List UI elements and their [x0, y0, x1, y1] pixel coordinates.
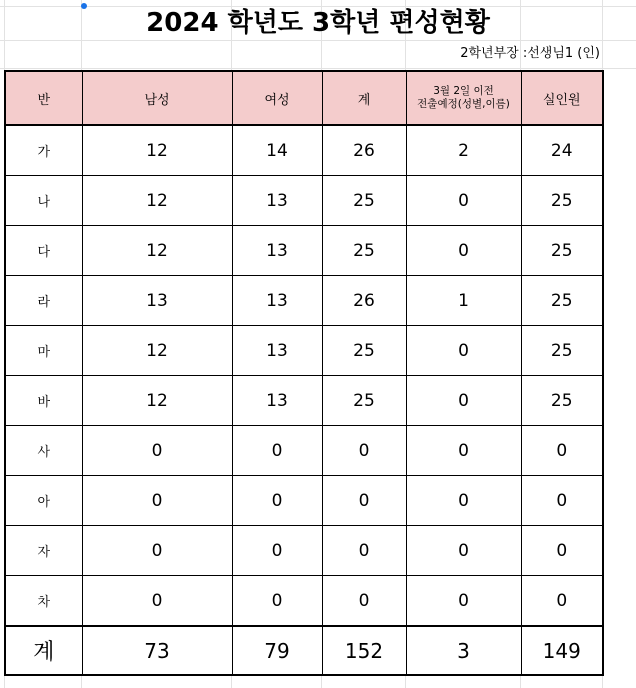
- total-row: [5, 626, 603, 675]
- sum-cell[interactable]: 0: [322, 426, 406, 476]
- male-cell[interactable]: 12: [82, 376, 232, 426]
- male-cell[interactable]: 12: [82, 176, 232, 226]
- table-row: [5, 276, 603, 326]
- sum-cell[interactable]: 0: [322, 576, 406, 627]
- female-cell[interactable]: 0: [232, 576, 322, 627]
- transfer-cell[interactable]: 0: [406, 426, 521, 476]
- actual-cell[interactable]: 25: [521, 176, 603, 226]
- female-cell[interactable]: 13: [232, 376, 322, 426]
- male-cell[interactable]: 0: [82, 426, 232, 476]
- approval-note: 2학년부장 :선생님1 (인): [460, 46, 600, 61]
- table-row: [5, 476, 603, 526]
- sum-cell[interactable]: 26: [322, 276, 406, 326]
- total-sum[interactable]: 152: [322, 626, 406, 675]
- female-cell[interactable]: 14: [232, 125, 322, 176]
- class-cell[interactable]: 사: [5, 426, 82, 476]
- header-actual[interactable]: 실인원: [521, 71, 603, 125]
- total-actual[interactable]: 149: [521, 626, 603, 675]
- male-cell[interactable]: 12: [82, 125, 232, 176]
- sum-cell[interactable]: 25: [322, 376, 406, 426]
- male-cell[interactable]: 12: [82, 326, 232, 376]
- actual-cell[interactable]: 0: [521, 426, 603, 476]
- total-transfer[interactable]: 3: [406, 626, 521, 675]
- female-cell[interactable]: 0: [232, 526, 322, 576]
- actual-cell[interactable]: 0: [521, 526, 603, 576]
- transfer-cell[interactable]: 0: [406, 376, 521, 426]
- female-cell[interactable]: 0: [232, 476, 322, 526]
- transfer-cell[interactable]: 0: [406, 476, 521, 526]
- female-cell[interactable]: 13: [232, 276, 322, 326]
- sum-cell[interactable]: 26: [322, 125, 406, 176]
- class-cell[interactable]: 가: [5, 125, 82, 176]
- table-row: [5, 376, 603, 426]
- table-row: [5, 125, 603, 176]
- sum-cell[interactable]: 0: [322, 526, 406, 576]
- header-female[interactable]: 여성: [232, 71, 322, 125]
- class-cell[interactable]: 자: [5, 526, 82, 576]
- header-transfer-line1: 3월 2일 이전: [433, 85, 494, 97]
- male-cell[interactable]: 13: [82, 276, 232, 326]
- sum-cell[interactable]: 25: [322, 326, 406, 376]
- transfer-cell[interactable]: 2: [406, 125, 521, 176]
- sum-cell[interactable]: 25: [322, 226, 406, 276]
- total-label[interactable]: 계: [5, 626, 82, 675]
- sum-cell[interactable]: 25: [322, 176, 406, 226]
- female-cell[interactable]: 13: [232, 176, 322, 226]
- table-row: [5, 176, 603, 226]
- table-row: [5, 326, 603, 376]
- table-row: [5, 226, 603, 276]
- female-cell[interactable]: 13: [232, 326, 322, 376]
- header-class[interactable]: 반: [5, 71, 82, 125]
- actual-cell[interactable]: 25: [521, 226, 603, 276]
- transfer-cell[interactable]: 0: [406, 326, 521, 376]
- male-cell[interactable]: 0: [82, 576, 232, 627]
- actual-cell[interactable]: 25: [521, 326, 603, 376]
- header-transfer[interactable]: [406, 71, 521, 125]
- table-row: [5, 526, 603, 576]
- sheet-title: 2024 학년도 3학년 편성현황: [146, 8, 490, 38]
- class-cell[interactable]: 차: [5, 576, 82, 627]
- header-row: [5, 71, 603, 125]
- actual-cell[interactable]: 0: [521, 476, 603, 526]
- transfer-cell[interactable]: 0: [406, 576, 521, 627]
- class-cell[interactable]: 바: [5, 376, 82, 426]
- transfer-cell[interactable]: 0: [406, 176, 521, 226]
- male-cell[interactable]: 0: [82, 476, 232, 526]
- total-female[interactable]: 79: [232, 626, 322, 675]
- table-row: [5, 426, 603, 476]
- class-cell[interactable]: 마: [5, 326, 82, 376]
- sum-cell[interactable]: 0: [322, 476, 406, 526]
- class-cell[interactable]: 나: [5, 176, 82, 226]
- transfer-cell[interactable]: 1: [406, 276, 521, 326]
- male-cell[interactable]: 12: [82, 226, 232, 276]
- actual-cell[interactable]: 25: [521, 376, 603, 426]
- male-cell[interactable]: 0: [82, 526, 232, 576]
- actual-cell[interactable]: 24: [521, 125, 603, 176]
- class-cell[interactable]: 다: [5, 226, 82, 276]
- total-male[interactable]: 73: [82, 626, 232, 675]
- class-cell[interactable]: 아: [5, 476, 82, 526]
- actual-cell[interactable]: 0: [521, 576, 603, 627]
- transfer-cell[interactable]: 0: [406, 526, 521, 576]
- female-cell[interactable]: 13: [232, 226, 322, 276]
- header-sum[interactable]: 계: [322, 71, 406, 125]
- class-cell[interactable]: 라: [5, 276, 82, 326]
- header-male[interactable]: 남성: [82, 71, 232, 125]
- actual-cell[interactable]: 25: [521, 276, 603, 326]
- enrollment-table: [4, 70, 604, 676]
- female-cell[interactable]: 0: [232, 426, 322, 476]
- header-transfer-line2: 전출예정(성별,이름): [417, 98, 510, 110]
- transfer-cell[interactable]: 0: [406, 226, 521, 276]
- table-row: [5, 576, 603, 627]
